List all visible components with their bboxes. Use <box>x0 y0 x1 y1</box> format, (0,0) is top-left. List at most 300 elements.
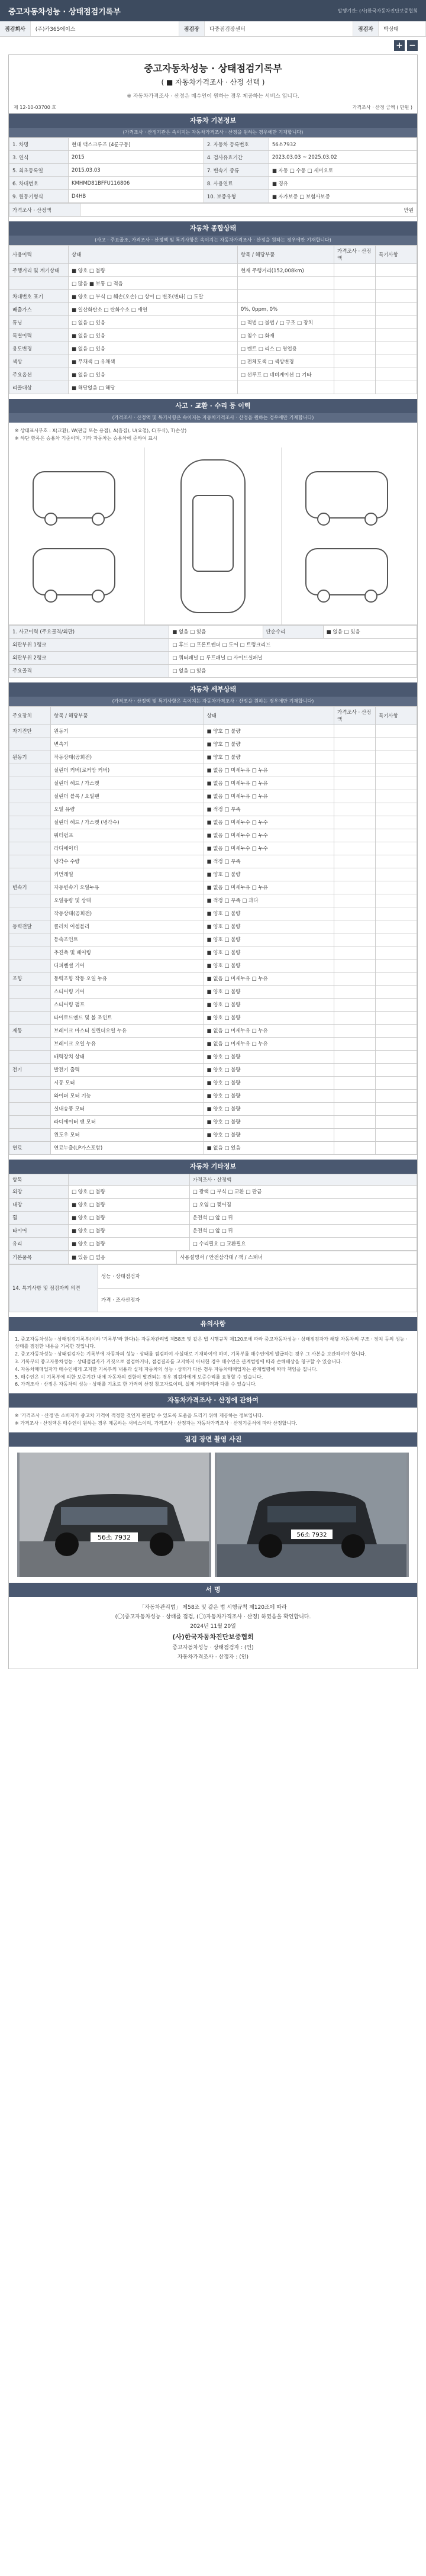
info-value: 다중점검장센터 <box>205 21 353 36</box>
sign-line: 「자동차관리법」 제58조 및 같은 법 시행규칙 제120조에 따라 <box>139 1604 287 1611</box>
part-label: 배력장치 상태 <box>51 1050 204 1063</box>
table-row <box>9 277 417 290</box>
device-label: 조향 <box>9 972 51 985</box>
section-basic-title: 자동차 기본정보 <box>9 114 417 128</box>
field-value: D4HB <box>69 190 204 203</box>
row-label: 주요옵션 <box>9 368 69 381</box>
accident-table <box>9 625 417 678</box>
table-row <box>9 190 417 203</box>
field-label: 9. 원동기형식 <box>9 190 69 203</box>
part-remark <box>376 724 417 738</box>
row-price <box>334 316 376 329</box>
field-value: 2015.03.03 <box>69 164 204 177</box>
wheel-shape <box>364 590 377 603</box>
table-row <box>9 920 417 933</box>
part-label: 오일유량 및 상태 <box>51 894 204 907</box>
part-price <box>334 829 376 842</box>
accident-value: □ 없음 □ 있음 <box>169 664 417 677</box>
part-price <box>334 894 376 907</box>
row-item <box>237 381 334 394</box>
device-label: 동력전달 <box>9 920 51 933</box>
table-row <box>9 1198 417 1211</box>
column-header: 특기사항 <box>376 246 417 264</box>
table-row <box>9 1224 417 1237</box>
part-remark <box>376 1102 417 1115</box>
special-value: 성능 · 상태점검자 <box>98 1264 417 1288</box>
device-label <box>9 764 51 777</box>
table-row <box>9 724 417 738</box>
table-row <box>9 381 417 394</box>
part-label: 디피렌셜 기어 <box>51 959 204 972</box>
column-header: 항목 / 해당부품 <box>237 246 334 264</box>
doc-subtitle: ( ■ 자동차가격조사 · 산정 선택 ) <box>161 78 265 86</box>
part-label: 클러치 어셈블리 <box>51 920 204 933</box>
row-label: 차대번호 표기 <box>9 290 69 303</box>
issuer-text: 발행기관: (사)한국자동차진단보증협회 <box>337 8 418 14</box>
part-price <box>334 1102 376 1115</box>
section-sign-title: 서 명 <box>9 1583 417 1597</box>
field-label: 4. 검사유효기간 <box>204 151 269 164</box>
status-table <box>9 245 417 394</box>
table-row <box>9 264 417 277</box>
part-label: 작동상태(공회전) <box>51 907 204 920</box>
device-label <box>9 1050 51 1063</box>
notice-line: 2. 중고자동차성능 · 상태점검자는 기록부에 자동차의 성능 · 상태를 점검하여 사실대로 기재하여야 하며, 기록부를 매수인에게 발급하는 경우 그 사본을 보관하여야 합니다. <box>15 1351 367 1357</box>
field-label: 2. 자동차 등록번호 <box>204 138 269 151</box>
row-status: □ 많음 ■ 보통 □ 적음 <box>69 277 238 290</box>
table-row <box>9 816 417 829</box>
device-label <box>9 1115 51 1128</box>
part-price <box>334 764 376 777</box>
part-price <box>334 1037 376 1050</box>
part-price <box>334 972 376 985</box>
sign-signer: 자동차가격조사 · 산정자 : (인) <box>178 1654 248 1661</box>
device-label: 전기 <box>9 1063 51 1076</box>
accident-label: 1. 사고이력 (주요골격/외판) <box>9 625 169 638</box>
notice-body <box>9 1331 417 1394</box>
part-label: 타이로드엔드 및 볼 조인트 <box>51 1011 204 1024</box>
part-price <box>334 920 376 933</box>
part-status: ■ 양호 □ 불량 <box>204 724 334 738</box>
table-row <box>9 1011 417 1024</box>
part-price <box>334 1011 376 1024</box>
part-price <box>334 985 376 998</box>
table-row <box>9 946 417 959</box>
row-label: 색상 <box>9 355 69 368</box>
part-status: ■ 양호 □ 불량 <box>204 1050 334 1063</box>
car-top <box>145 447 281 624</box>
column-header: 항목 <box>9 1174 69 1185</box>
device-label <box>9 1011 51 1024</box>
info-label: 점검자 <box>353 21 379 36</box>
part-status: ■ 양호 □ 불량 <box>204 738 334 751</box>
part-status: ■ 양호 □ 불량 <box>204 933 334 946</box>
part-price <box>334 1063 376 1076</box>
wheel-shape <box>92 590 105 603</box>
part-label: 원동기 <box>51 724 204 738</box>
table-row <box>9 1115 417 1128</box>
row-remark <box>376 277 417 290</box>
column-header: 가격조사 · 산정액 <box>189 1174 417 1185</box>
row-price <box>334 368 376 381</box>
row-price <box>334 329 376 342</box>
accident-legend <box>9 423 417 447</box>
table-row <box>9 1102 417 1115</box>
accident-label: 외판부위 1랭크 <box>9 638 169 651</box>
field-label: 1. 차명 <box>9 138 69 151</box>
row-status: ■ 양호 □ 불량 <box>69 264 238 277</box>
part-status: ■ 없음 □ 미세누유 □ 누유 <box>204 1037 334 1050</box>
page-title: 중고자동차성능 · 상태점검기록부 <box>8 7 121 17</box>
car-side-shape <box>33 471 115 519</box>
part-price <box>334 803 376 816</box>
row-status: □ 없음 □ 있음 <box>69 316 238 329</box>
info-value: (주)카365에이스 <box>31 21 179 36</box>
table-row <box>9 738 417 751</box>
table-row <box>9 1050 417 1063</box>
accident-value: □ 쿼터패널 □ 루프패널 □ 사이드실패널 <box>169 651 417 664</box>
part-price <box>334 751 376 764</box>
notice-line: 1. 중고자동차성능 · 상태점검기록부(이하 '기록부'라 한다)는 자동차관리법 제58조 및 같은 법 시행규칙 제120조에 따라 중고자동차성능 · 상태점검자가 해당 자동차의 구조 · 장치 등의 성능 · 상태를 점검한 내용을 기록한 것입니다. <box>15 1336 408 1350</box>
table-row <box>9 316 417 329</box>
device-label <box>9 1128 51 1141</box>
part-remark <box>376 1011 417 1024</box>
row-price <box>334 381 376 394</box>
option-label: 유리 <box>9 1237 69 1250</box>
table-row <box>9 985 417 998</box>
option-detail: 운전석 □ 앞 □ 뒤 <box>189 1211 417 1224</box>
table-row <box>9 151 417 164</box>
part-remark <box>376 1128 417 1141</box>
table-row <box>9 164 417 177</box>
row-item: □ 렌트 □ 리스 □ 영업용 <box>237 342 334 355</box>
part-status: ■ 없음 □ 미세누수 □ 누수 <box>204 816 334 829</box>
car-side-shape <box>305 471 388 519</box>
options-table <box>9 1174 417 1251</box>
wheel-shape <box>44 513 57 526</box>
table-row <box>9 868 417 881</box>
section-detail-title: 자동차 세부상태 <box>9 682 417 697</box>
part-remark <box>376 946 417 959</box>
section-accident-title: 사고 · 교환 · 수리 등 이력 <box>9 399 417 413</box>
extra-value: ■ 있음 □ 없음 <box>69 1251 177 1264</box>
table-row <box>9 933 417 946</box>
part-price <box>334 790 376 803</box>
table-row <box>9 290 417 303</box>
table-row <box>9 1237 417 1250</box>
row-label: 주행거리 및 계기상태 <box>9 264 69 277</box>
part-price <box>334 1089 376 1102</box>
extra-label: 기본품목 <box>9 1251 69 1264</box>
part-price <box>334 907 376 920</box>
device-label: 제동 <box>9 1024 51 1037</box>
part-remark <box>376 868 417 881</box>
part-remark <box>376 998 417 1011</box>
device-label <box>9 907 51 920</box>
sign-line: (〇)중고자동차성능 · 상태를 점검, (〇)자동차가격조사 · 산정) 하였음을 확인합니다. <box>115 1614 311 1620</box>
notice-line: 5. 매수인은 이 기록부에 의한 보증기간 내에 자동차의 결함이 발견되는 경우 점검자에게 보증수리를 요청할 수 있습니다. <box>15 1374 263 1380</box>
table-row <box>9 751 417 764</box>
table-row <box>9 907 417 920</box>
part-price <box>334 1141 376 1154</box>
device-label <box>9 790 51 803</box>
part-status: ■ 없음 □ 미세누수 □ 누수 <box>204 829 334 842</box>
option-detail: 운전석 □ 앞 □ 뒤 <box>189 1224 417 1237</box>
field-value: 2023.03.03 ~ 2025.03.02 <box>269 151 417 164</box>
part-remark <box>376 920 417 933</box>
wheel-shape <box>92 513 105 526</box>
extra-table <box>9 1251 417 1264</box>
section-detail-sub: (가격조사 · 산정액 및 특기사항은 속이지는 자동차가격조사 · 산정을 원하는 경우에만 기재합니다) <box>9 697 417 706</box>
part-status: ■ 양호 □ 불량 <box>204 1076 334 1089</box>
part-status: ■ 적정 □ 부족 □ 과다 <box>204 894 334 907</box>
part-label: 자동변속기 오일누유 <box>51 881 204 894</box>
part-label: 커먼레일 <box>51 868 204 881</box>
row-label <box>9 277 69 290</box>
row-status: ■ 무채색 □ 유채색 <box>69 355 238 368</box>
doc-notice: ※ 자동차가격조사 · 산정은 매수인이 원하는 경우 제공하는 서비스 입니다. <box>127 94 299 99</box>
part-label: 실린더 커버(로커암 커버) <box>51 764 204 777</box>
table-row <box>9 1089 417 1102</box>
zoom-out-button[interactable]: − <box>407 40 418 51</box>
car-side-shape <box>305 548 388 595</box>
table-row <box>9 1037 417 1050</box>
row-item <box>237 277 334 290</box>
part-label: 실린더 블록 / 오일팬 <box>51 790 204 803</box>
option-label: 외장 <box>9 1185 69 1198</box>
part-remark <box>376 829 417 842</box>
extra-value: 사용설명서 / 안전삼각대 / 잭 / 스패너 <box>177 1251 417 1264</box>
table-row <box>9 972 417 985</box>
price-note: 가격조사 · 산정 금액 ( 만원 ) <box>352 105 412 110</box>
part-price <box>334 724 376 738</box>
pricenote-line: ※ '가격조사 · 산정'은 소비자가 중고차 가격이 적정한 것인지 판단할 수 있도록 도움을 드리기 위해 제공하는 정보입니다. <box>15 1413 264 1419</box>
part-label: 작동상태(공회전) <box>51 751 204 764</box>
special-value: 가격 · 조사산정자 <box>98 1288 417 1312</box>
table-row <box>9 1024 417 1037</box>
part-status: ■ 없음 □ 미세누유 □ 누유 <box>204 777 334 790</box>
field-value: 현대 맥스크루즈 (4륜구동) <box>69 138 204 151</box>
part-status: ■ 양호 □ 불량 <box>204 751 334 764</box>
row-item: □ 전체도색 □ 색상변경 <box>237 355 334 368</box>
part-remark <box>376 1050 417 1063</box>
part-remark <box>376 1141 417 1154</box>
part-status: ■ 양호 □ 불량 <box>204 1128 334 1141</box>
row-remark <box>376 264 417 277</box>
row-price <box>334 277 376 290</box>
row-label: 튜닝 <box>9 316 69 329</box>
field-label: 5. 최초등록일 <box>9 164 69 177</box>
part-label: 스티어링 기어 <box>51 985 204 998</box>
column-header: 상태 <box>204 706 334 724</box>
accident-value: ■ 없음 □ 있음 <box>323 625 417 638</box>
part-remark <box>376 1063 417 1076</box>
row-remark <box>376 329 417 342</box>
row-label: 용도변경 <box>9 342 69 355</box>
section-pricenote-title: 자동차가격조사 · 산정에 관하여 <box>9 1393 417 1408</box>
field-label: 8. 사용연료 <box>204 177 269 190</box>
device-label <box>9 777 51 790</box>
table-row <box>9 829 417 842</box>
part-status: ■ 양호 □ 불량 <box>204 946 334 959</box>
field-value: KMHMD81BFFU116806 <box>69 177 204 190</box>
part-price <box>334 1050 376 1063</box>
notice-line: 3. 기록부의 중고자동차성능 · 상태점검자가 거짓으로 점검하거나, 점검결과를 고지하지 아니한 경우 매수인은 관계법령에 따라 손해배상을 청구할 수 있습니다. <box>15 1358 343 1364</box>
legend-line: ※ 상태표시부호 : X(교환), W(판금 또는 용접), A(흠집), U(요철), C(부식), T(손상) <box>15 428 187 433</box>
option-status: □ 양호 □ 불량 <box>69 1185 190 1198</box>
field-label: 6. 차대번호 <box>9 177 69 190</box>
part-price <box>334 855 376 868</box>
field-value: 56소7932 <box>269 138 417 151</box>
row-status: ■ 없음 □ 있음 <box>69 342 238 355</box>
car-photo-icon <box>215 1453 409 1577</box>
device-label <box>9 738 51 751</box>
part-remark <box>376 1076 417 1089</box>
part-status: ■ 양호 □ 불량 <box>204 985 334 998</box>
device-label <box>9 959 51 972</box>
device-label <box>9 985 51 998</box>
basic-table <box>9 137 417 203</box>
part-label: 시동 모터 <box>51 1076 204 1089</box>
row-status: ■ 없음 □ 있음 <box>69 329 238 342</box>
option-status: ■ 양호 □ 불량 <box>69 1224 190 1237</box>
table-row <box>9 881 417 894</box>
part-status: ■ 양호 □ 불량 <box>204 1102 334 1115</box>
part-label: 동력조향 작동 오일 누유 <box>51 972 204 985</box>
part-remark <box>376 1037 417 1050</box>
sign-signer: 중고자동차성능 · 상태점검자 : (인) <box>172 1645 254 1651</box>
part-status: ■ 없음 □ 미세누수 □ 누수 <box>204 842 334 855</box>
part-label: 변속기 <box>51 738 204 751</box>
signing-block <box>9 1597 417 1669</box>
table-row <box>9 342 417 355</box>
part-status: ■ 양호 □ 불량 <box>204 1011 334 1024</box>
option-label: 휠 <box>9 1211 69 1224</box>
notice-line: 6. 가격조사 · 산정은 자동차의 성능 · 상태를 기초로 한 가격의 산정 참고자료이며, 실제 거래가격과 다를 수 있습니다. <box>15 1382 257 1387</box>
device-label: 자기진단 <box>9 724 51 738</box>
price-table <box>9 203 417 217</box>
field-label: 10. 보증유형 <box>204 190 269 203</box>
device-label <box>9 998 51 1011</box>
part-label: 등속조인트 <box>51 933 204 946</box>
part-status: ■ 적정 □ 부족 <box>204 803 334 816</box>
option-label: 내장 <box>9 1198 69 1211</box>
notice-line: 4. 자동차매매업자가 매수인에게 고지한 기록부의 내용과 실제 자동차의 성능 · 상태가 다른 경우 자동차매매업자는 관계법령에 따라 책임을 집니다. <box>15 1366 318 1372</box>
part-status: ■ 양호 □ 불량 <box>204 1089 334 1102</box>
device-label <box>9 868 51 881</box>
table-row <box>9 1128 417 1141</box>
part-status: ■ 양호 □ 불량 <box>204 868 334 881</box>
row-item: □ 선루프 □ 네비게이션 □ 기타 <box>237 368 334 381</box>
section-status-title: 자동차 종합상태 <box>9 221 417 236</box>
info-value: 박상태 <box>379 21 426 36</box>
part-remark <box>376 790 417 803</box>
row-status: ■ 양호 □ 부식 □ 훼손(오손) □ 상이 □ 변조(변타) □ 도말 <box>69 290 238 303</box>
field-value: ■ 자동 □ 수동 □ 세미오토 <box>269 164 417 177</box>
table-row <box>9 1141 417 1154</box>
part-status: ■ 없음 □ 있음 <box>204 1141 334 1154</box>
device-label <box>9 1037 51 1050</box>
part-label: 라디에이터 <box>51 842 204 855</box>
row-remark <box>376 316 417 329</box>
part-label: 라디에이터 팬 모터 <box>51 1115 204 1128</box>
device-label: 변속기 <box>9 881 51 894</box>
part-status: ■ 양호 □ 불량 <box>204 1115 334 1128</box>
option-detail: □ 광택 □ 부식 □ 교환 □ 판금 <box>189 1185 417 1198</box>
accident-label: 주요골격 <box>9 664 169 677</box>
option-status: ■ 양호 □ 불량 <box>69 1237 190 1250</box>
row-item: □ 침수 □ 화재 <box>237 329 334 342</box>
field-value: 2015 <box>69 151 204 164</box>
part-remark <box>376 842 417 855</box>
price-label: 가격조사 · 산정액 <box>9 204 80 217</box>
legend-line: ※ 하단 항목은 승용차 기준이며, 기타 자동차는 승용차에 준하여 표시 <box>15 435 157 441</box>
device-label: 원동기 <box>9 751 51 764</box>
part-remark <box>376 1089 417 1102</box>
part-status: ■ 양호 □ 불량 <box>204 959 334 972</box>
part-label: 실린더 헤드 / 가스켓 (냉각수) <box>51 816 204 829</box>
top-bar <box>0 0 426 21</box>
column-header: 항목 / 해당부품 <box>51 706 204 724</box>
zoom-in-button[interactable]: + <box>394 40 405 51</box>
part-label: 윈도우 모터 <box>51 1128 204 1141</box>
column-header: 가격조사 · 산정액 <box>334 246 376 264</box>
table-row <box>9 790 417 803</box>
part-label: 실린더 헤드 / 가스켓 <box>51 777 204 790</box>
table-row <box>9 177 417 190</box>
pricenote-body <box>9 1408 417 1432</box>
device-label <box>9 1089 51 1102</box>
table-row <box>9 894 417 907</box>
row-remark <box>376 342 417 355</box>
column-header: 가격조사 · 산정액 <box>334 706 376 724</box>
table-row <box>9 368 417 381</box>
device-label <box>9 1076 51 1089</box>
field-value: ■ 자가보증 □ 보험사보증 <box>269 190 417 203</box>
part-label: 오일 유량 <box>51 803 204 816</box>
doc-number: 제 12-10-03700 호 <box>14 105 57 110</box>
row-price <box>334 342 376 355</box>
part-label: 추진축 및 베어링 <box>51 946 204 959</box>
row-label: 리콜대상 <box>9 381 69 394</box>
part-remark <box>376 764 417 777</box>
plate-text: 56소 7932 <box>97 1533 131 1541</box>
car-side-shape <box>33 548 115 595</box>
row-item: □ 적법 □ 불법 / □ 구조 □ 장치 <box>237 316 334 329</box>
section-options-title: 자동차 기타정보 <box>9 1160 417 1174</box>
row-remark <box>376 355 417 368</box>
part-remark <box>376 894 417 907</box>
photo-row <box>9 1447 417 1583</box>
device-label: 연료 <box>9 1141 51 1154</box>
part-price <box>334 959 376 972</box>
table-row <box>9 803 417 816</box>
device-label <box>9 829 51 842</box>
car-side-right <box>282 447 417 624</box>
wheel-shape <box>317 590 330 603</box>
part-remark <box>376 1115 417 1128</box>
part-label: 워터펌프 <box>51 829 204 842</box>
part-remark <box>376 985 417 998</box>
part-price <box>334 738 376 751</box>
part-label: 발전기 출력 <box>51 1063 204 1076</box>
part-price <box>334 842 376 855</box>
part-remark <box>376 855 417 868</box>
section-basic-sub: (가격조사 · 산정기관은 속이지는 자동차가격조사 · 산정을 원하는 경우에만 기재합니다) <box>9 128 417 137</box>
row-remark <box>376 381 417 394</box>
part-price <box>334 933 376 946</box>
part-remark <box>376 933 417 946</box>
